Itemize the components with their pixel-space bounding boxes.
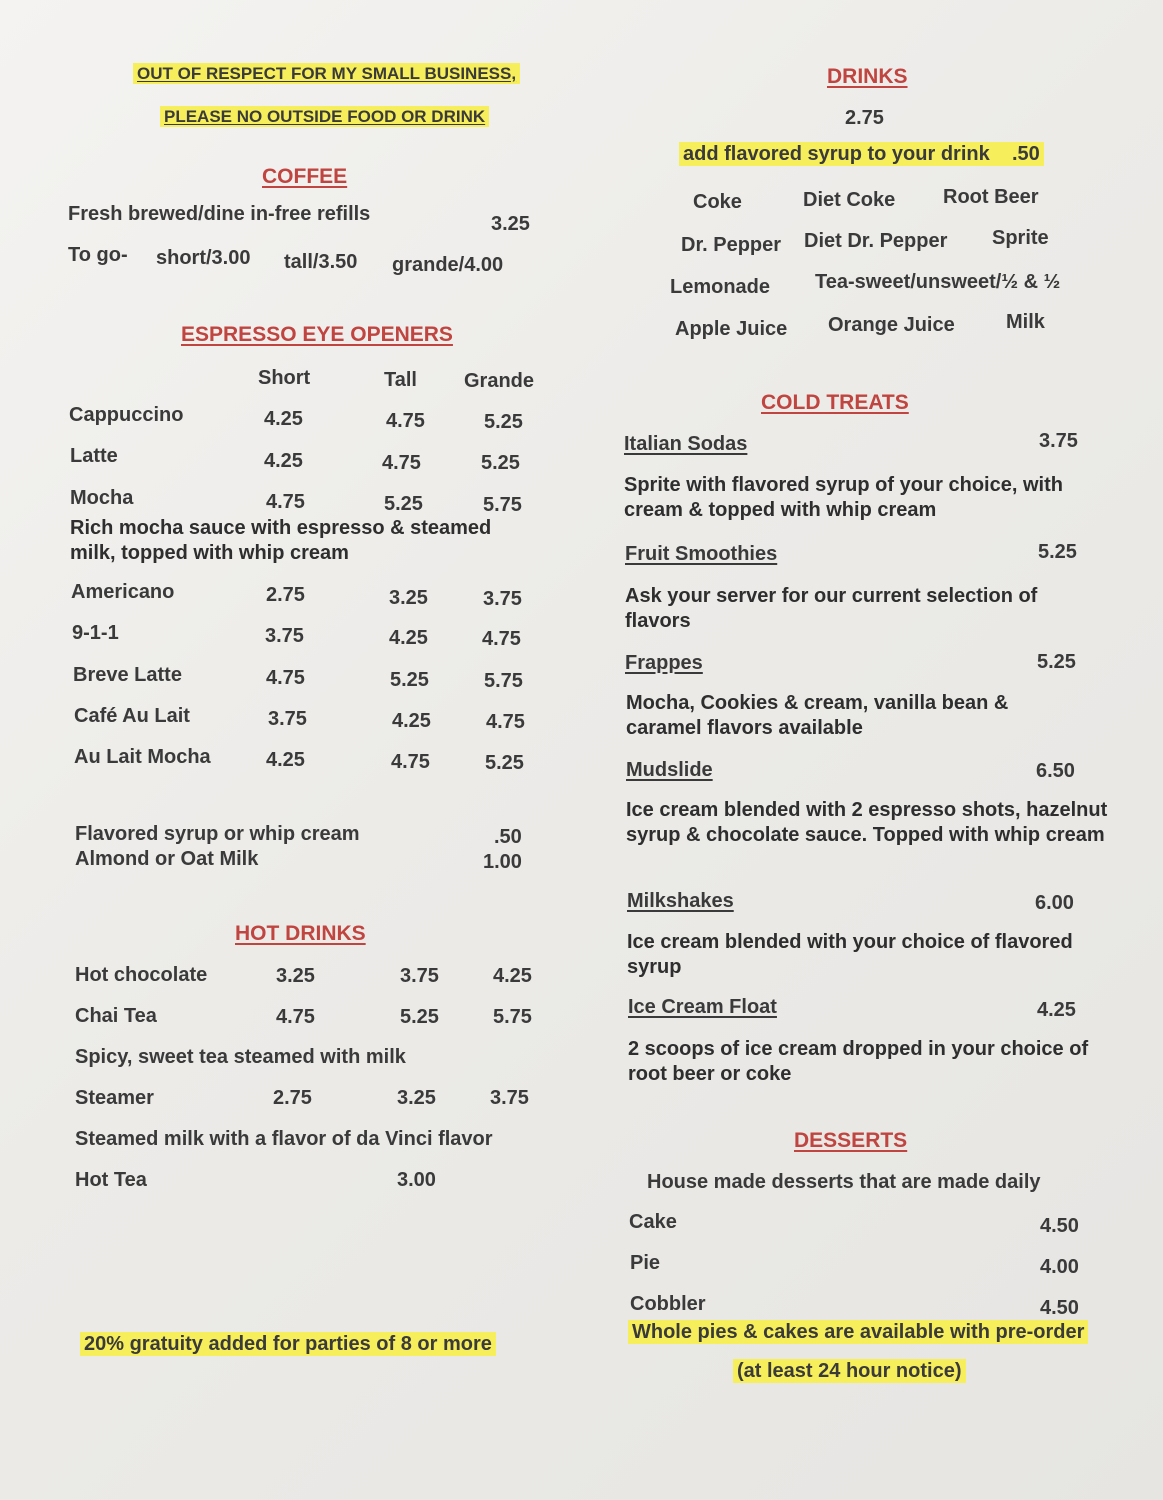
chai-tea-name: Chai Tea xyxy=(75,1005,157,1027)
espresso-item-name: Americano xyxy=(71,581,175,603)
syrup-addon-price: .50 xyxy=(1011,143,1040,165)
espresso-price-tall: 4.75 xyxy=(386,410,425,432)
coffee-togo-tall: tall/3.50 xyxy=(284,251,358,273)
espresso-price-tall: 4.75 xyxy=(391,751,430,773)
drink-item: Lemonade xyxy=(670,276,771,298)
drink-item: Coke xyxy=(693,191,742,213)
gratuity-notice: 20% gratuity added for parties of 8 or more xyxy=(80,1333,496,1356)
espresso-col-grande: Grande xyxy=(464,370,535,392)
hot-chocolate-price-3: 4.25 xyxy=(493,965,532,987)
espresso-item-name: Au Lait Mocha xyxy=(74,746,211,768)
coffee-fresh-label: Fresh brewed/dine in-free refills xyxy=(68,203,371,225)
coffee-togo-grande: grande/4.00 xyxy=(392,254,504,276)
cold-treat-price: 5.25 xyxy=(1037,651,1076,673)
drink-item: Sprite xyxy=(992,227,1049,249)
addon-milk-price: 1.00 xyxy=(483,851,522,873)
espresso-price-short: 4.75 xyxy=(266,491,305,513)
hot-tea-price: 3.00 xyxy=(397,1169,436,1191)
espresso-price-grande: 3.75 xyxy=(483,588,522,610)
espresso-price-grande: 5.25 xyxy=(481,452,520,474)
cold-treat-price: 3.75 xyxy=(1039,430,1078,452)
espresso-item-name: Mocha xyxy=(70,487,134,509)
chai-tea-price-3: 5.75 xyxy=(493,1006,532,1028)
cold-treat-description: Mocha, Cookies & cream, vanilla bean & caramel flavors available xyxy=(626,692,1009,739)
espresso-price-grande: 5.25 xyxy=(484,411,523,433)
espresso-item-name: Breve Latte xyxy=(73,664,182,686)
chai-tea-price-2: 5.25 xyxy=(400,1006,439,1028)
coffee-togo-label: To go- xyxy=(68,244,128,266)
drink-item: Diet Dr. Pepper xyxy=(804,230,948,252)
addon-syrup-price: .50 xyxy=(494,826,522,848)
steamer-name: Steamer xyxy=(75,1087,154,1109)
espresso-price-short: 4.25 xyxy=(266,749,305,771)
espresso-price-short: 3.75 xyxy=(265,625,304,647)
hot-drinks-heading: HOT DRINKS xyxy=(235,922,366,945)
espresso-price-short: 4.25 xyxy=(264,450,303,472)
espresso-item-name: Café Au Lait xyxy=(74,705,190,727)
coffee-heading: COFFEE xyxy=(262,165,348,188)
dessert-price: 4.50 xyxy=(1040,1215,1079,1237)
syrup-addon-label: add flavored syrup to your drink xyxy=(683,143,990,165)
addon-milk-label: Almond or Oat Milk xyxy=(75,848,259,870)
espresso-price-tall: 5.25 xyxy=(384,493,423,515)
cold-treat-description: 2 scoops of ice cream dropped in your choice of root beer or coke xyxy=(628,1038,1089,1085)
espresso-item-name: Latte xyxy=(70,445,118,467)
drink-item: Tea-sweet/unsweet/½ & ½ xyxy=(815,271,1061,293)
drinks-price: 2.75 xyxy=(845,107,884,129)
steamer-price-2: 3.25 xyxy=(397,1087,436,1109)
cold-treat-description: Ask your server for our current selection of flavors xyxy=(625,585,1038,632)
espresso-price-short: 2.75 xyxy=(266,584,305,606)
drink-item: Dr. Pepper xyxy=(681,234,782,256)
espresso-price-grande: 4.75 xyxy=(486,711,525,733)
espresso-price-grande: 5.75 xyxy=(484,670,523,692)
mocha-description: Rich mocha sauce with espresso & steamed milk, topped with whip cream xyxy=(70,517,492,564)
cold-treat-price: 6.50 xyxy=(1036,760,1075,782)
espresso-price-tall: 4.75 xyxy=(382,452,421,474)
desserts-intro: House made desserts that are made daily xyxy=(647,1171,1041,1193)
notice-respect: OUT OF RESPECT FOR MY SMALL BUSINESS, xyxy=(133,64,520,84)
notice-no-outside-food: PLEASE NO OUTSIDE FOOD OR DRINK xyxy=(160,107,489,127)
espresso-item-name: Cappuccino xyxy=(69,404,184,426)
cold-treat-description: Ice cream blended with your choice of flavored syrup xyxy=(627,931,1073,978)
desserts-heading: DESSERTS xyxy=(794,1129,908,1152)
espresso-price-tall: 4.25 xyxy=(389,627,428,649)
dessert-name: Pie xyxy=(630,1252,661,1274)
steamer-price-1: 2.75 xyxy=(273,1087,312,1109)
drink-item: Diet Coke xyxy=(803,189,896,211)
cold-treat-price: 6.00 xyxy=(1035,892,1074,914)
coffee-togo-short: short/3.00 xyxy=(156,247,251,269)
cold-treat-name: Italian Sodas xyxy=(624,433,748,455)
chai-tea-description: Spicy, sweet tea steamed with milk xyxy=(75,1046,406,1068)
cold-treat-description: Sprite with flavored syrup of your choice, with cream & topped with whip cream xyxy=(624,474,1063,521)
dessert-name: Cake xyxy=(629,1211,677,1233)
cold-treat-name: Fruit Smoothies xyxy=(625,543,778,565)
hot-chocolate-name: Hot chocolate xyxy=(75,964,208,986)
hot-chocolate-price-1: 3.25 xyxy=(276,965,315,987)
espresso-price-tall: 4.25 xyxy=(392,710,431,732)
advance-notice: (at least 24 hour notice) xyxy=(733,1360,966,1383)
cold-treat-price: 4.25 xyxy=(1037,999,1076,1021)
cold-treat-name: Frappes xyxy=(625,652,703,674)
preorder-notice: Whole pies & cakes are available with pre-order xyxy=(628,1321,1088,1344)
dessert-price: 4.50 xyxy=(1040,1297,1079,1319)
drink-item: Root Beer xyxy=(943,186,1039,208)
steamer-price-3: 3.75 xyxy=(490,1087,529,1109)
cold-treat-price: 5.25 xyxy=(1038,541,1077,563)
cold-treat-name: Milkshakes xyxy=(627,890,734,912)
drink-item: Milk xyxy=(1006,311,1045,333)
espresso-price-grande: 5.75 xyxy=(483,494,522,516)
dessert-price: 4.00 xyxy=(1040,1256,1079,1278)
espresso-price-grande: 4.75 xyxy=(482,628,521,650)
espresso-price-grande: 5.25 xyxy=(485,752,524,774)
cold-treat-name: Mudslide xyxy=(626,759,713,781)
cold-treat-name: Ice Cream Float xyxy=(628,996,777,1018)
chai-tea-price-1: 4.75 xyxy=(276,1006,315,1028)
espresso-price-short: 4.25 xyxy=(264,408,303,430)
drink-item: Apple Juice xyxy=(675,318,788,340)
dessert-name: Cobbler xyxy=(630,1293,706,1315)
addon-syrup-label: Flavored syrup or whip cream xyxy=(75,823,360,845)
hot-chocolate-price-2: 3.75 xyxy=(400,965,439,987)
hot-tea-name: Hot Tea xyxy=(75,1169,147,1191)
espresso-price-short: 3.75 xyxy=(268,708,307,730)
espresso-col-short: Short xyxy=(258,367,311,389)
cold-treats-heading: COLD TREATS xyxy=(761,391,909,414)
drink-item: Orange Juice xyxy=(828,314,955,336)
espresso-col-tall: Tall xyxy=(384,369,417,391)
steamer-description: Steamed milk with a flavor of da Vinci flavor xyxy=(75,1128,493,1150)
espresso-price-tall: 5.25 xyxy=(390,669,429,691)
espresso-price-short: 4.75 xyxy=(266,667,305,689)
espresso-item-name: 9-1-1 xyxy=(72,622,119,644)
espresso-heading: ESPRESSO EYE OPENERS xyxy=(181,323,453,346)
espresso-price-tall: 3.25 xyxy=(389,587,428,609)
syrup-addon xyxy=(679,143,1044,166)
drinks-heading: DRINKS xyxy=(827,65,908,88)
coffee-fresh-price: 3.25 xyxy=(491,213,530,235)
cold-treat-description: Ice cream blended with 2 espresso shots, hazelnut syrup & chocolate sauce. Topped with whip cream xyxy=(626,799,1108,846)
